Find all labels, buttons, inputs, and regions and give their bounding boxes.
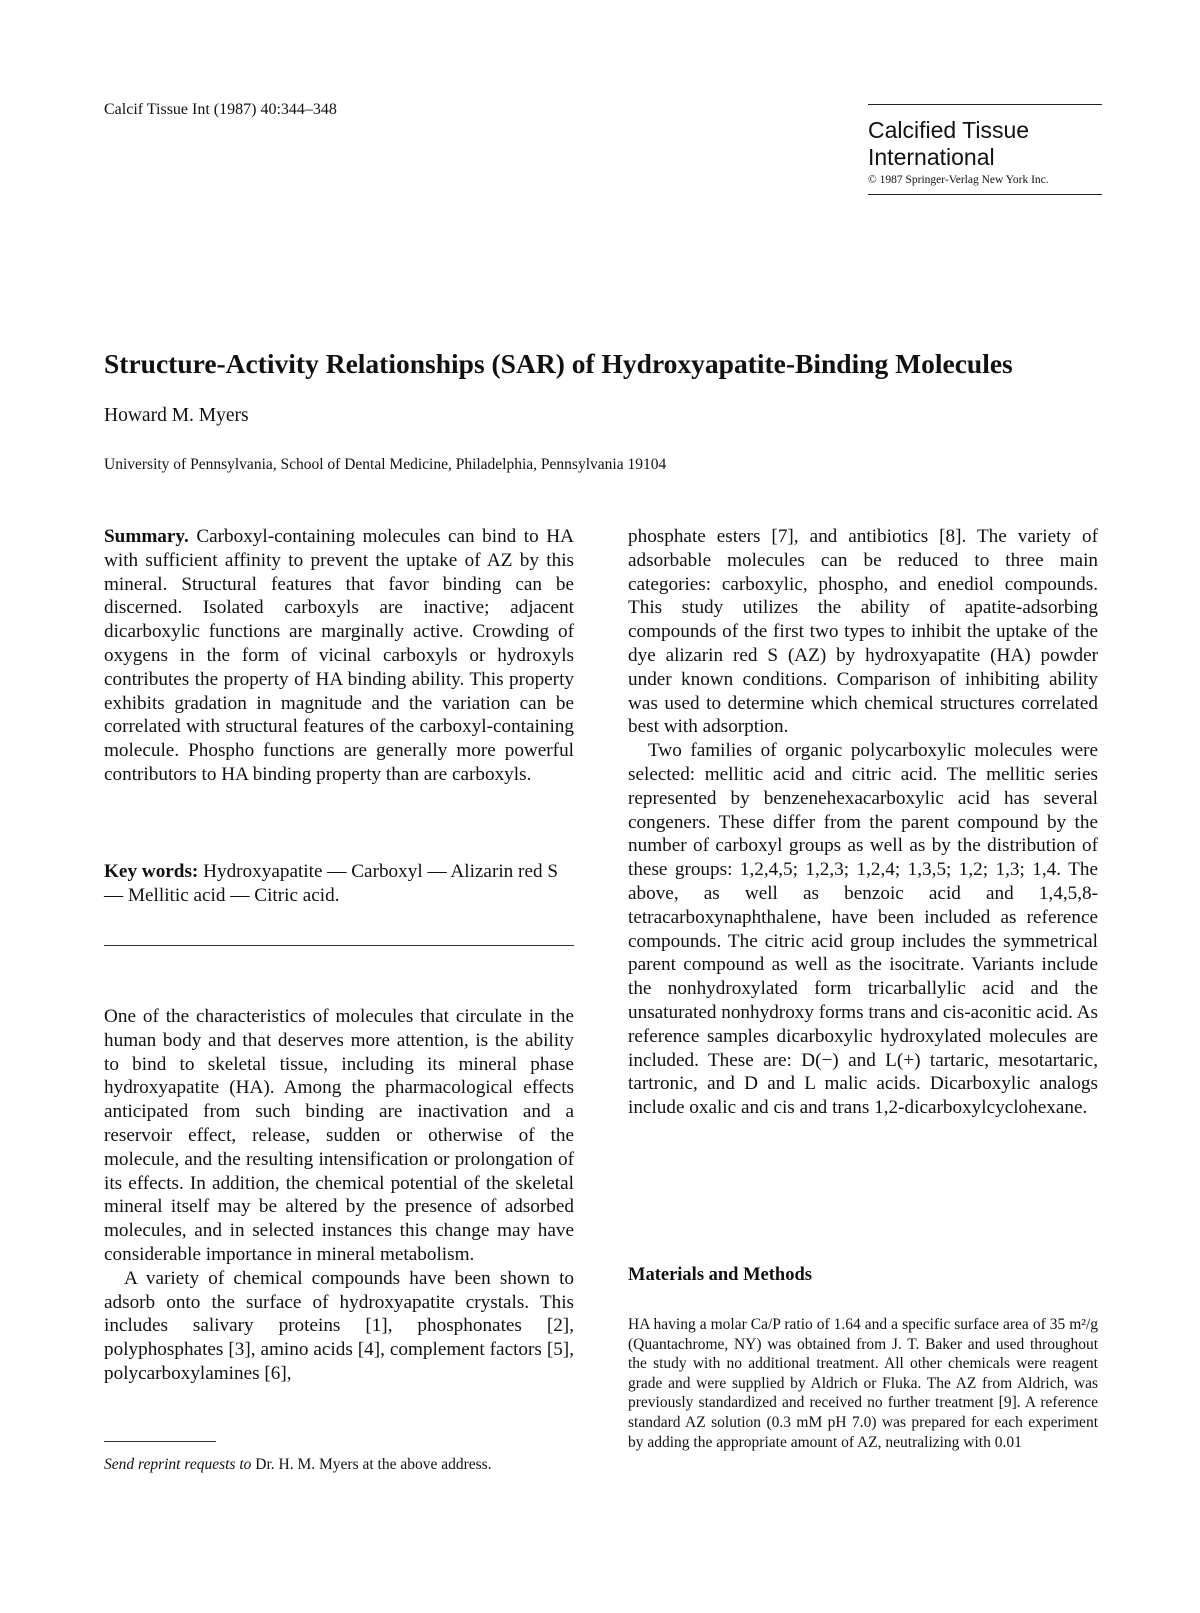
summary-text: Carboxyl-containing molecules can bind to HA with sufficient affinity to prevent the uptake of AZ by this mineral. Structural features that favor binding can be discerned. Isolated carboxyls are inactive; adjacent dicarboxylic functions are marginally active. Crowding of oxygens in the form of vicinal carboxyls or hydroxyls contributes the property of HA binding ability. This property exhibits gradation in magnitude and the variation can be correlated with structural features of the carboxyl-containing molecule. Phospho functions are generally more powerful contributors to HA binding property than are carboxyls. [104, 526, 574, 785]
intro-paragraph-1: One of the characteristics of molecules that circulate in the human body and that deserves more attention, is the ability to bind to skeletal tissue, including its mineral phase hydroxyapatite (HA). Among the pharmacological effects anticipated from such binding are inactivation and a reservoir effect, release, sudden or otherwise of the molecule, and the resulting intensification or prolongation of its effects. In addition, the chemical potential of the skeletal mineral itself may be altered by the presence of adsorbed molecules, and in selected instances this change may have considerable importance in mineral metabolism. [104, 1006, 574, 1265]
masthead-top-rule [868, 104, 1102, 105]
methods-section [628, 1315, 1098, 1452]
footnote-rule [104, 1441, 216, 1442]
journal-name: Calcified Tissue International [868, 117, 1030, 170]
keywords-section [104, 860, 574, 908]
intro-paragraph-3: phosphate esters [7], and antibiotics [8]. The variety of adsorbable molecules can be reduced to three main categories: carboxylic, phospho, and enediol compounds. This study utilizes the ability of apatite-adsorbing compounds of the first two types to inhibit the uptake of the dye alizarin red S (AZ) by hydroxyapatite (HA) powder under known conditions. Comparison of inhibiting ability was used to determine which chemical structures correlated best with adsorption. [628, 526, 1098, 738]
journal-masthead [868, 104, 1102, 195]
masthead-bottom-rule [868, 194, 1102, 195]
intro-paragraph-4: Two families of organic polycarboxylic molecules were selected: mellitic acid and citric acid. The mellitic series represented by benzenehexacarboxylic acid has several congeners. These differ from the parent compound by the number of carboxyl groups as well as by the distribution of these groups: 1,2,4,5; 1,2,3; 1,2,4; 1,3,5; 1,2; 1,3; 1,4. The above, as well as benzoic acid and 1,4,5,8-tetracarboxynaphthalene, have been included as reference compounds. The citric acid group includes the symmetrical parent compound as well as the isocitrate. Variants include the nonhydroxylated form tricarballylic acid and the unsaturated nonhydroxy forms trans and cis-aconitic acid. As reference samples dicarboxylic hydroxylated molecules are included. These are: D(−) and L(+) tartaric, mesotartaric, tartronic, and D and L malic acids. Dicarboxylic analogs include oxalic and cis and trans 1,2-dicarboxylcyclohexane. [628, 740, 1098, 1119]
methods-paragraph: HA having a molar Ca/P ratio of 1.64 and a specific surface area of 35 m²/g (Quantachrome, NY) was obtained from J. T. Baker and used throughout the study with no additional treatment. All other chemicals were reagent grade and were supplied by Aldrich or Fluka. The AZ from Aldrich, was previously standardized and received no further treatment [9]. A reference standard AZ solution (0.3 mM pH 7.0) was prepared for each experiment by adding the appropriate amount of AZ, neutralizing with 0.01 [628, 1316, 1098, 1451]
intro-paragraph-2: A variety of chemical compounds have been shown to adsorb onto the surface of hydroxyapatite crystals. This includes salivary proteins [1], phosphonates [2], polyphosphates [3], amino acids [4], complement factors [5], polycarboxylamines [6], [104, 1267, 574, 1384]
summary-label: Summary. [104, 526, 189, 547]
footnote-italic: Send reprint requests to [104, 1456, 252, 1473]
methods-heading: Materials and Methods [628, 1265, 812, 1285]
reprint-footnote [104, 1456, 492, 1474]
introduction-right-column [628, 525, 1098, 1120]
journal-citation: Calcif Tissue Int (1987) 40:344–348 [104, 101, 337, 118]
article-title: Structure-Activity Relationships (SAR) of Hydroxyapatite-Binding Molecules [104, 348, 1013, 379]
keywords-label: Key words: [104, 861, 199, 882]
footnote-text: Dr. H. M. Myers at the above address. [251, 1456, 492, 1473]
introduction-left-column [104, 1005, 574, 1386]
summary-section [104, 525, 574, 787]
section-divider [104, 945, 574, 946]
keywords-text: Hydroxyapatite — Carboxyl — Alizarin red S — Mellitic acid — Citric acid. [104, 861, 559, 906]
article-author: Howard M. Myers [104, 405, 249, 426]
author-affiliation: University of Pennsylvania, School of Dental Medicine, Philadelphia, Pennsylvania 19104 [104, 456, 667, 473]
journal-copyright: © 1987 Springer-Verlag New York Inc. [868, 174, 1049, 186]
